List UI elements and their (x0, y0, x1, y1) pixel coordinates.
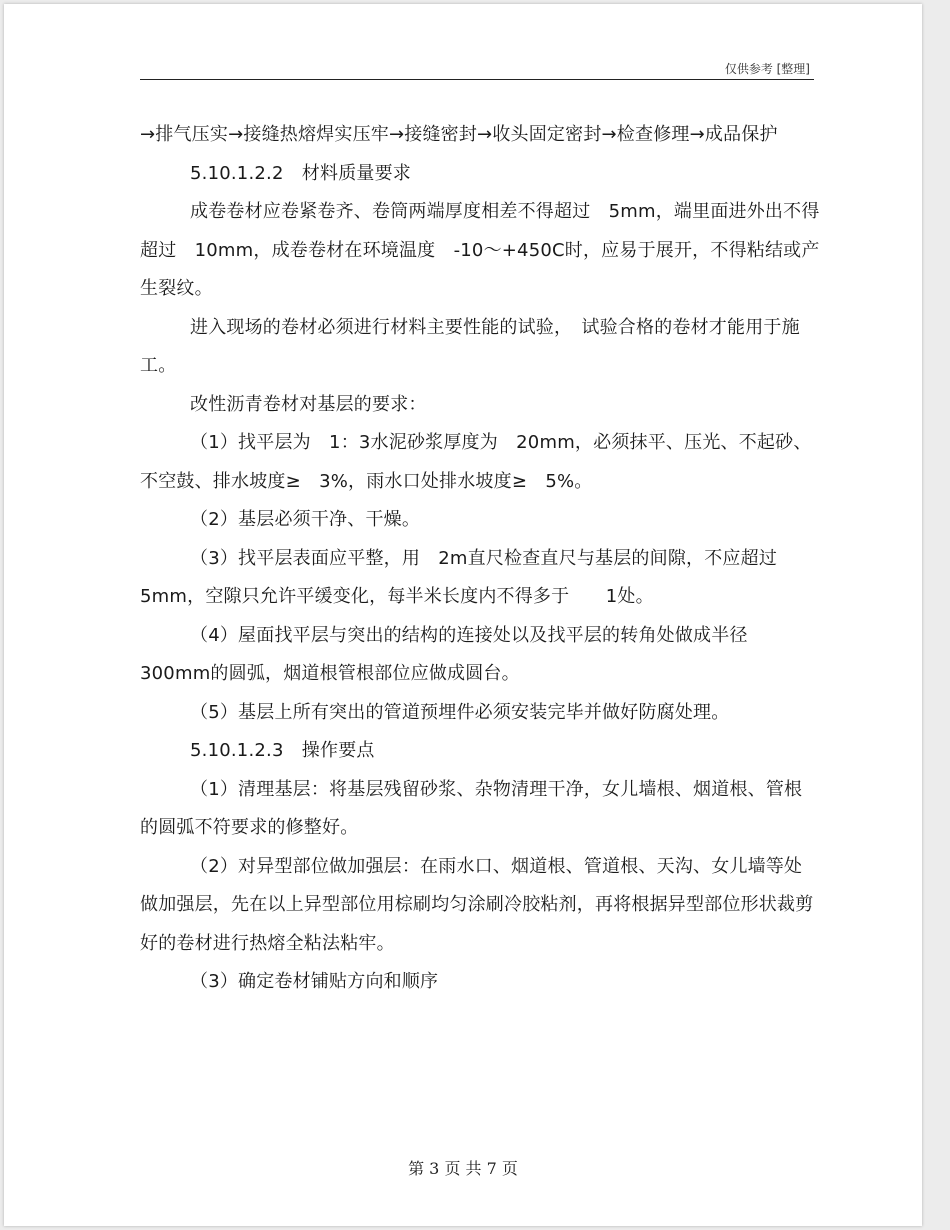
page-footer: 第 3 页 共 7 页 (408, 1159, 518, 1178)
list-item: （4）屋面找平层与突出的结构的连接处以及找平层的转角处做成半径 300mm的圆弧，烟道根管根部位应做成圆台。 (140, 624, 766, 684)
section-heading: 5.10.1.2.3 操作要点 (190, 740, 375, 761)
list-item: （2）基层必须干净、干燥。 (190, 509, 421, 530)
document-body (140, 116, 820, 1002)
list-item: （2）对异型部位做加强层：在雨水口、烟道根、管道根、天沟、女儿墙等处做加强层，先在以上异型部位用棕刷均匀涂刷冷胶粘剂，再将根据异型部位形状裁剪好的卷材进行热熔全粘法粘牢。 (140, 855, 814, 954)
header-rule (140, 79, 814, 80)
document-page (4, 4, 922, 1226)
list-item: （3）找平层表面应平整，用 2m直尺检查直尺与基层的间隙，不应超过 5mm，空隙只允许平缓变化，每半米长度内不得多于 1处。 (140, 547, 796, 607)
section-heading: 5.10.1.2.2 材料质量要求 (190, 162, 411, 184)
header-note: 仅供参考 [整理] (724, 62, 810, 76)
list-item: （1）清理基层：将基层残留砂浆、杂物清理干净，女儿墙根、烟道根、管根的圆弧不符要求的修整好。 (140, 778, 803, 838)
list-item: （3）确定卷材铺贴方向和顺序 (190, 971, 439, 992)
paragraph: →排气压实→接缝热熔焊实压牢→接缝密封→收头固定密封→检查修理→成品保护 (140, 124, 778, 145)
paragraph: 改性沥青卷材对基层的要求： (190, 393, 427, 415)
paragraph: 成卷卷材应卷紧卷齐、卷筒两端厚度相差不得超过 5mm，端里面进外出不得超过 10mm，成卷卷材在环境温度 -10～+450C时，应易于展开，不得粘结或产生裂纹。 (140, 201, 820, 299)
list-item: （1）找平层为 1：3水泥砂浆厚度为 20mm，必须抹平、压光、不起砂、不空鼓、排水坡度≥ 3%，雨水口处排水坡度≥ 5%。 (140, 432, 812, 492)
paragraph: 进入现场的卷材必须进行材料主要性能的试验， 试验合格的卷材才能用于施工。 (140, 316, 800, 376)
list-item: （5）基层上所有突出的管道预埋件必须安装完毕并做好防腐处理。 (190, 701, 730, 723)
